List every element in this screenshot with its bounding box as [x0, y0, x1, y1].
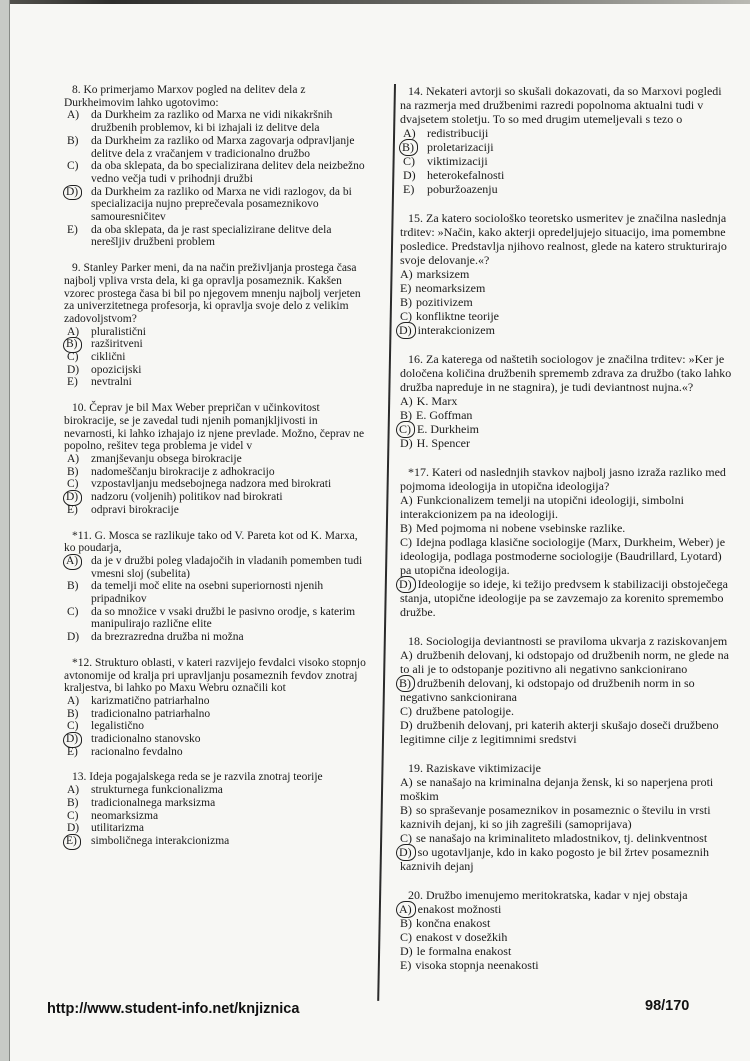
option-letter-text: B): [67, 796, 79, 809]
option-text: zmanjševanju obsega birokracije: [91, 452, 242, 465]
answer-option: [64, 746, 366, 759]
options-list: [64, 453, 366, 517]
answer-option: [400, 493, 732, 521]
option-letter-text: A): [403, 126, 416, 140]
option-letter-text: C): [67, 720, 79, 733]
option-letter-text: A): [63, 554, 82, 570]
option-letter: [64, 376, 91, 389]
answer-option: [64, 797, 366, 810]
answer-option: [400, 126, 732, 140]
option-text: odpravi birokracije: [91, 503, 179, 516]
option-text: pluralistični: [91, 325, 146, 338]
options-list: [400, 493, 732, 619]
option-text: nadzoru (voljenih) politikov nad birokrati: [91, 491, 283, 504]
option-text: se nanašajo na kriminaliteto mladostnikov, tj. delinkventnost: [416, 831, 708, 845]
option-letter: [64, 491, 91, 504]
answer-option: [400, 140, 732, 154]
question-block: [64, 530, 366, 644]
answer-option: [64, 453, 366, 466]
option-text: da Durkheim za razliko od Marxa ne vidi nikakršnih družbenih problemov, ki bi izhajali iz delitve dela: [91, 109, 333, 135]
answer-option: [64, 338, 366, 351]
option-text: družbenih delovanj, ki odstopajo od družbenih norm, ne glede na to ali je to odstopanje pozitivno ali negativno sankcionirano: [400, 648, 729, 676]
option-letter-text: C): [400, 309, 412, 323]
option-letter: [400, 803, 412, 817]
option-letter: [400, 295, 412, 309]
option-text: končna enakost: [416, 916, 491, 930]
option-letter-text: E): [63, 834, 81, 850]
option-letter-text: A): [400, 648, 413, 662]
option-letter-text: A): [67, 694, 80, 707]
option-text: opozicijski: [91, 363, 142, 376]
option-letter: [64, 160, 91, 173]
answer-option: [400, 676, 732, 704]
option-letter-text: C): [400, 930, 412, 944]
option-letter-text: D): [400, 944, 413, 958]
option-letter: [400, 775, 413, 789]
option-letter: [64, 109, 91, 122]
option-letter: [400, 704, 412, 718]
question-block: [64, 84, 366, 249]
option-text: racionalno fevdalno: [91, 745, 183, 758]
option-text: neomarksizma: [91, 809, 159, 822]
option-letter-text: C): [400, 831, 412, 845]
option-letter-text: D): [403, 168, 416, 182]
option-text: enakost v dosežkih: [416, 930, 508, 944]
option-text: da oba sklepata, da bo specializirana delitev dela neizbežno vedno večja tudi v prihodnji družbi: [91, 160, 365, 185]
option-text: heterokefalnosti: [427, 168, 505, 182]
option-letter-text: D): [67, 363, 80, 376]
option-letter-text: E): [67, 376, 78, 389]
option-text: utilitarizma: [91, 822, 145, 835]
option-letter: [64, 822, 91, 835]
answer-option: [64, 720, 366, 733]
option-text: visoka stopnja neenakosti: [415, 958, 539, 972]
option-letter: [400, 676, 413, 690]
option-letter-text: E): [400, 281, 412, 295]
option-letter-text: C): [400, 704, 412, 718]
answer-option: [400, 168, 732, 182]
options-list: [400, 394, 732, 450]
answer-option: [64, 733, 366, 746]
question-stem: 9. Stanley Parker meni, da na način preživljanja prostega časa najbolj vpliva vrsta dela, ki ga opravlja posameznik. Kakšen vzorec prostega časa bi bil po njegovem mnenju najbolj verjeten za univerzitetnega profesorja, ki opravlja svoje delo z velikim zadovoljstvom?: [64, 262, 361, 325]
option-text: E. Goffman: [416, 408, 473, 422]
option-letter-text: D): [63, 732, 82, 748]
options-list: [400, 126, 732, 196]
answer-option: [64, 631, 366, 644]
option-letter: [64, 338, 91, 351]
answer-option: [400, 718, 732, 746]
option-letter: [64, 720, 91, 733]
scan-left-edge: [0, 0, 10, 1061]
question-block: [64, 402, 366, 516]
question-stem: 15. Za katero sociološko teoretsko usmeritev je značilna naslednja trditev: »Način, kako akterji opredeljujejo situacijo, ima pomembne posledice. Predstavlja njihovo realnost, glede na katero strukturirajo svoje delovanje.«?: [400, 211, 727, 267]
option-letter-text: D): [396, 576, 416, 593]
option-letter-text: C): [67, 478, 79, 491]
option-letter: [64, 606, 91, 619]
option-letter-text: A): [67, 325, 80, 338]
option-letter-text: C): [67, 605, 79, 618]
option-letter-text: A): [400, 267, 413, 281]
question-block: [64, 771, 366, 847]
answer-option: [400, 408, 732, 422]
answer-option: [64, 810, 366, 823]
option-letter: [64, 810, 91, 823]
question-block: [400, 761, 732, 873]
option-text: Idejna podlaga klasične sociologije (Marx, Durkheim, Weber) je ideologija, podlaga postmoderne sociologije (Baudrillard, Lyotard) pa utopična ideologija.: [400, 535, 726, 577]
answer-option: [400, 267, 732, 281]
option-letter-text: A): [67, 784, 80, 797]
column-divider-line: [377, 84, 395, 1001]
question-stem: 13. Ideja pogajalskega reda se je razvila znotraj teorije: [72, 771, 323, 784]
option-letter: [400, 323, 414, 337]
option-letter-text: A): [396, 901, 416, 918]
option-text: vzpostavljanju medsebojnega nadzora med birokrati: [91, 478, 332, 491]
option-letter-text: B): [400, 803, 412, 817]
option-letter-text: B): [400, 408, 412, 422]
option-text: da Durkheim za razliko od Marxa zagovarja odpravljanje delitve dela z vračanjem v tradicionalno družbo: [91, 134, 355, 160]
option-text: Funkcionalizem temelji na utopični ideologiji, simbolni interakcionizem pa na ideologiji.: [400, 493, 684, 521]
answer-option: [64, 364, 366, 377]
option-letter: [64, 224, 91, 237]
answer-option: [400, 436, 732, 450]
answer-option: [400, 648, 732, 676]
option-letter-text: B): [399, 139, 418, 156]
option-letter: [400, 944, 413, 958]
answer-option: [64, 695, 366, 708]
option-letter-text: D): [400, 436, 413, 450]
option-text: neomarksizem: [415, 281, 486, 295]
answer-option: [400, 803, 732, 831]
option-letter: [400, 958, 411, 972]
answer-option: [400, 944, 732, 958]
option-letter: [400, 493, 413, 507]
option-letter: [400, 845, 414, 859]
option-letter: [64, 453, 91, 466]
question-stem: 16. Za katerega od naštetih sociologov je značilna trditev: »Ker je določena količina družbenih sprememb zdrava za družbo (tako lahko družba napreduje in ne stagnira), je tudi deviantnost nujna.«?: [400, 352, 732, 394]
option-letter: [400, 394, 413, 408]
footer-url: http://www.student-info.net/knjiznica: [47, 1001, 300, 1017]
options-list: [400, 902, 732, 972]
options-list: [400, 775, 732, 873]
option-letter-text: E): [400, 958, 412, 972]
option-text: interakcionizem: [417, 323, 495, 337]
option-letter-text: A): [400, 493, 413, 507]
option-letter-text: B): [400, 916, 412, 930]
option-letter: [400, 577, 414, 591]
question-stem: 10. Čeprav je bil Max Weber prepričan v učinkovitost birokracije, se je zavedal tudi njenih pomanjkljivosti in nevarnosti, ki lahko izhajajo iz njene prevlade. Možno, čeprav ne popolno, rešitev tega problema je videl v: [64, 402, 365, 453]
answer-option: [400, 845, 732, 873]
option-text: Ideologije so ideje, ki težijo predvsem k stabilizaciji obstoječega stanja, utopične ideologije pa se zavzemajo za korenito spremembo družbe.: [400, 577, 728, 619]
option-text: da Durkheim za razliko od Marxa ne vidi razlogov, da bi specializacija nujno preprečevala posameznikovo samouresničitev: [91, 185, 352, 224]
option-letter: [64, 555, 91, 568]
option-letter: [400, 140, 427, 154]
option-letter: [64, 351, 91, 364]
option-letter-text: C): [67, 160, 79, 173]
option-letter: [64, 708, 91, 721]
option-letter: [64, 784, 91, 797]
option-text: marksizem: [416, 267, 470, 281]
option-text: se nanašajo na kriminalna dejanja žensk, ki so naperjena proti moškim: [400, 775, 714, 803]
option-letter: [64, 695, 91, 708]
option-letter-text: D): [67, 631, 80, 644]
option-letter-text: D): [63, 185, 82, 201]
answer-option: [400, 182, 732, 196]
scan-top-edge: [0, 0, 750, 4]
answer-option: [64, 109, 366, 134]
question-stem: *11. G. Mosca se razlikuje tako od V. Pareta kot od K. Marxa, ko poudarja,: [64, 529, 358, 555]
answer-option: [400, 309, 732, 323]
answer-option: [64, 160, 366, 185]
option-text: družbenih delovanj, ki odstopajo od družbenih norm in so negativno sankcionirana: [400, 676, 695, 704]
page-number: 98/170: [645, 998, 690, 1014]
option-text: karizmatično patriarhalno: [91, 694, 210, 707]
option-letter: [400, 648, 413, 662]
option-text: le formalna enakost: [416, 944, 512, 958]
option-letter: [64, 466, 91, 479]
answer-option: [400, 295, 732, 309]
option-letter-text: C): [67, 809, 79, 822]
option-letter: [64, 364, 91, 377]
option-text: tradicionalnega marksizma: [91, 796, 216, 809]
option-letter: [64, 835, 91, 848]
answer-option: [64, 186, 366, 224]
option-text: redistribuciji: [427, 126, 489, 140]
option-letter: [64, 186, 91, 199]
options-list: [64, 784, 366, 848]
option-text: pozitivizem: [416, 295, 473, 309]
option-letter: [400, 168, 427, 182]
question-block: [400, 352, 732, 450]
option-letter: [64, 135, 91, 148]
option-text: enakost možnosti: [417, 902, 502, 916]
answer-option: [400, 916, 732, 930]
option-letter-text: D): [67, 822, 80, 835]
option-text: K. Marx: [416, 394, 458, 408]
option-letter: [64, 580, 91, 593]
answer-option: [64, 135, 366, 160]
question-stem: 14. Nekateri avtorji so skušali dokazovati, da so Marxovi pogledi na razmerja med družbenimi razredi popolnoma aktualni tudi v dvajsetem stoletju. To so med drugim utemeljevali s tezo o: [400, 84, 722, 126]
options-list: [400, 267, 732, 337]
option-letter: [64, 631, 91, 644]
answer-option: [400, 154, 732, 168]
option-text: strukturnega funkcionalizma: [91, 784, 223, 797]
answer-option: [64, 504, 366, 517]
option-letter: [64, 326, 91, 339]
option-text: nevtralni: [91, 376, 132, 389]
question-stem: *17. Kateri od naslednjih stavkov najbolj jasno izraža razliko med pojmoma ideologija in utopična ideologija?: [400, 465, 726, 493]
option-letter: [400, 718, 413, 732]
option-text: da temelji moč elite na osebni superiornosti njenih pripadnikov: [91, 580, 324, 606]
answer-option: [64, 224, 366, 249]
question-block: [400, 888, 732, 972]
answer-option: [400, 831, 732, 845]
option-text: da brezrazredna družba ni možna: [91, 631, 244, 644]
answer-option: [64, 326, 366, 339]
options-list: [400, 648, 732, 746]
option-text: proletarizaciji: [427, 140, 494, 154]
option-text: da so množice v vsaki družbi le pasivno orodje, s katerim manipulirajo različne elite: [91, 605, 356, 631]
option-letter-text: A): [67, 452, 80, 465]
options-list: [64, 555, 366, 644]
option-text: simboličnega interakcionizma: [91, 834, 230, 847]
answer-option: [64, 822, 366, 835]
option-letter-text: A): [400, 394, 413, 408]
options-list: [64, 326, 366, 390]
option-letter: [400, 281, 411, 295]
answer-option: [400, 323, 732, 337]
option-text: legalistično: [91, 720, 145, 733]
option-letter-text: B): [396, 675, 415, 692]
answer-option: [400, 577, 732, 619]
option-letter-text: D): [396, 322, 416, 339]
option-letter: [400, 521, 412, 535]
option-letter: [400, 182, 427, 196]
option-letter-text: B): [400, 295, 412, 309]
option-letter: [64, 478, 91, 491]
question-block: [400, 465, 732, 619]
option-letter-text: B): [400, 521, 412, 535]
option-text: nadomeščanju birokracije z adhokracijo: [91, 465, 275, 478]
option-text: družbene patologije.: [416, 704, 514, 718]
answer-option: [64, 708, 366, 721]
option-letter-text: C): [67, 351, 79, 364]
question-block: [64, 657, 366, 759]
answer-option: [64, 606, 366, 631]
answer-option: [400, 422, 732, 436]
answer-option: [64, 580, 366, 605]
question-stem: 8. Ko primerjamo Marxov pogled na delitev dela z Durkheimovim lahko ugotovimo:: [64, 84, 306, 109]
option-letter: [400, 126, 427, 140]
answer-option: [64, 376, 366, 389]
option-letter: [400, 408, 412, 422]
answer-option: [64, 478, 366, 491]
option-letter: [400, 916, 412, 930]
answer-option: [64, 491, 366, 504]
option-letter-text: C): [396, 421, 415, 438]
option-letter: [64, 797, 91, 810]
question-stem: 20. Družbo imenujemo meritokratska, kadar v njej obstaja: [408, 888, 688, 902]
option-letter-text: E): [67, 745, 78, 758]
answer-option: [64, 784, 366, 797]
option-text: Med pojmoma ni nobene vsebinske razlike.: [416, 521, 626, 535]
option-letter: [400, 436, 413, 450]
question-block: [64, 262, 366, 389]
option-letter: [64, 746, 91, 759]
options-list: [64, 109, 366, 249]
option-letter-text: C): [403, 154, 415, 168]
option-text: H. Spencer: [416, 436, 470, 450]
answer-option: [400, 281, 732, 295]
question-stem: 19. Raziskave viktimizacije: [408, 761, 541, 775]
option-text: ciklični: [91, 351, 126, 364]
right-column: [400, 84, 732, 987]
question-block: [400, 634, 732, 746]
option-letter: [400, 902, 414, 916]
option-letter: [400, 422, 413, 436]
option-text: družbenih delovanj, pri katerih akterji skušajo doseči družbeno legitimne cilje z legitimnimi sredstvi: [400, 718, 719, 746]
option-text: viktimizaciji: [427, 154, 488, 168]
answer-option: [64, 466, 366, 479]
option-text: poburžoazenju: [427, 182, 498, 196]
answer-option: [64, 835, 366, 848]
option-letter-text: C): [400, 535, 412, 549]
option-text: da oba sklepata, da je rast specializirane delitve dela nerešljiv družbeni problem: [91, 223, 332, 249]
option-text: konfliktne teorije: [416, 309, 499, 323]
option-letter: [400, 535, 412, 549]
option-letter: [400, 930, 412, 944]
option-letter: [400, 154, 427, 168]
option-text: tradicionalno stanovsko: [91, 733, 201, 746]
answer-option: [64, 351, 366, 364]
option-text: da je v družbi poleg vladajočih in vladanih pomemben tudi vmesni sloj (subelita): [91, 554, 363, 580]
answer-option: [400, 930, 732, 944]
question-block: [400, 84, 732, 196]
question-stem: 18. Sociologija deviantnosti se praviloma ukvarja z raziskovanjem: [408, 634, 728, 648]
option-text: E. Durkheim: [417, 422, 479, 436]
option-letter-text: B): [67, 465, 79, 478]
option-letter-text: B): [67, 134, 79, 147]
answer-option: [400, 535, 732, 577]
answer-option: [400, 394, 732, 408]
left-column: [64, 84, 366, 861]
answer-option: [400, 958, 732, 972]
option-letter: [400, 831, 412, 845]
option-text: so ugotavljanje, kdo in kako pogosto je bil žrtev posameznih kaznivih dejanj: [400, 845, 709, 873]
option-letter-text: D): [400, 718, 413, 732]
options-list: [64, 695, 366, 759]
option-letter-text: B): [67, 580, 79, 593]
option-letter: [400, 309, 412, 323]
answer-option: [400, 704, 732, 718]
option-text: tradicionalno patriarhalno: [91, 707, 211, 720]
option-letter-text: E): [67, 223, 78, 236]
answer-option: [400, 902, 732, 916]
option-text: so spraševanje posameznikov in posameznic o številu in vrsti kaznivih dejanj, ki so jih zagrešili (samoprijava): [400, 803, 711, 831]
option-letter-text: B): [63, 337, 82, 353]
question-stem: *12. Strukturo oblasti, v kateri razvijejo fevdalci visoko stopnjo avtonomije od kralja pri upravljanju posameznih fevdov znotraj kraljestva, bi lahko po Maxu Webru označili kot: [64, 656, 366, 695]
answer-option: [400, 775, 732, 803]
option-letter: [400, 267, 413, 281]
answer-option: [64, 555, 366, 580]
option-letter-text: E): [67, 503, 78, 516]
option-letter-text: E): [403, 182, 415, 196]
option-letter: [64, 733, 91, 746]
option-letter-text: D): [63, 490, 82, 506]
option-letter-text: A): [67, 109, 80, 122]
question-block: [400, 211, 732, 337]
option-letter-text: D): [396, 844, 416, 861]
option-letter-text: A): [400, 775, 413, 789]
option-text: razširitveni: [91, 338, 143, 351]
answer-option: [400, 521, 732, 535]
option-letter: [64, 504, 91, 517]
option-letter-text: B): [67, 707, 79, 720]
